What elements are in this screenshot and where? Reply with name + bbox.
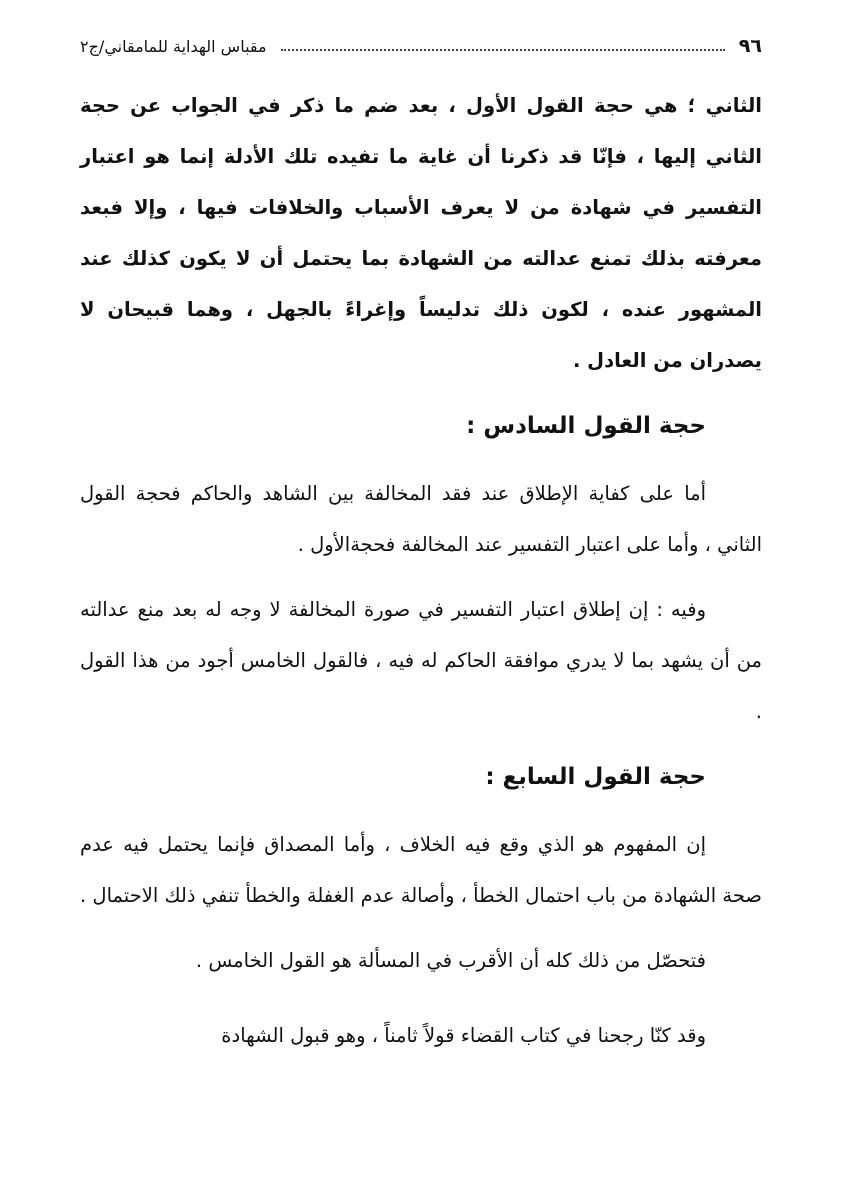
page-number: ٩٦ bbox=[738, 35, 762, 57]
paragraph-gap bbox=[80, 921, 762, 935]
section-heading-sixth-opinion: حجة القول السادس : bbox=[466, 413, 706, 439]
paragraph-eighth-opinion: وقد كنّا رجحنا في كتاب القضاء قولاً ثامناً ، وهو قبول الشهادة bbox=[221, 1024, 706, 1047]
paragraph-sixth-critique: وفيه : إن إطلاق اعتبار التفسير في صورة المخالفة لا وجه له بعد منع عدالته من أن يشهد بما لا يدري موافقة الحاكم له فيه ، فالقول الخامس أجود من هذا القول . bbox=[80, 598, 762, 723]
paragraph-conclusion: فتحصّل من ذلك كله أن الأقرب في المسألة هو القول الخامس . bbox=[195, 949, 706, 972]
paragraph-gap bbox=[80, 986, 762, 1010]
paragraph-gap bbox=[80, 570, 762, 584]
paragraph-sixth-opinion: أما على كفاية الإطلاق عند فقد المخالفة بين الشاهد والحاكم فحجة القول الثاني ، وأما على اعتبار التفسير عند المخالفة فحجةالأول . bbox=[80, 482, 762, 556]
section-heading-seventh-opinion: حجة القول السابع : bbox=[485, 764, 706, 790]
page-header bbox=[80, 30, 762, 62]
running-title: مقباس الهداية للمامقاني/ج٢ bbox=[80, 36, 267, 56]
paragraph-argument-continuation: الثاني ؛ هي حجة القول الأول ، بعد ضم ما ذكر في الجواب عن حجة الثاني إليها ، فإنّا قد ذكرنا أن غاية ما تفيده تلك الأدلة إنما هو اعتبار التفسير في شهادة من لا يعرف الأسباب والخلافات فيها ، وإلا فبعد معرفته بذلك تمنع عدالته من الشهادة بما يحتمل أن لا يكون كذلك عند المشهور عنده ، لكون ذلك تدليساً وإغراءً بالجهل ، وهما قبيحان لا يصدران من العادل . bbox=[80, 94, 762, 372]
header-dotted-leader bbox=[281, 41, 725, 51]
paragraph-seventh-opinion: إن المفهوم هو الذي وقع فيه الخلاف ، وأما المصداق فإنما يحتمل فيه عدم صحة الشهادة من باب احتمال الخطأ ، وأصالة عدم الغفلة والخطأ تنفي ذلك الاحتمال . bbox=[80, 833, 762, 907]
page-body bbox=[80, 80, 762, 1061]
